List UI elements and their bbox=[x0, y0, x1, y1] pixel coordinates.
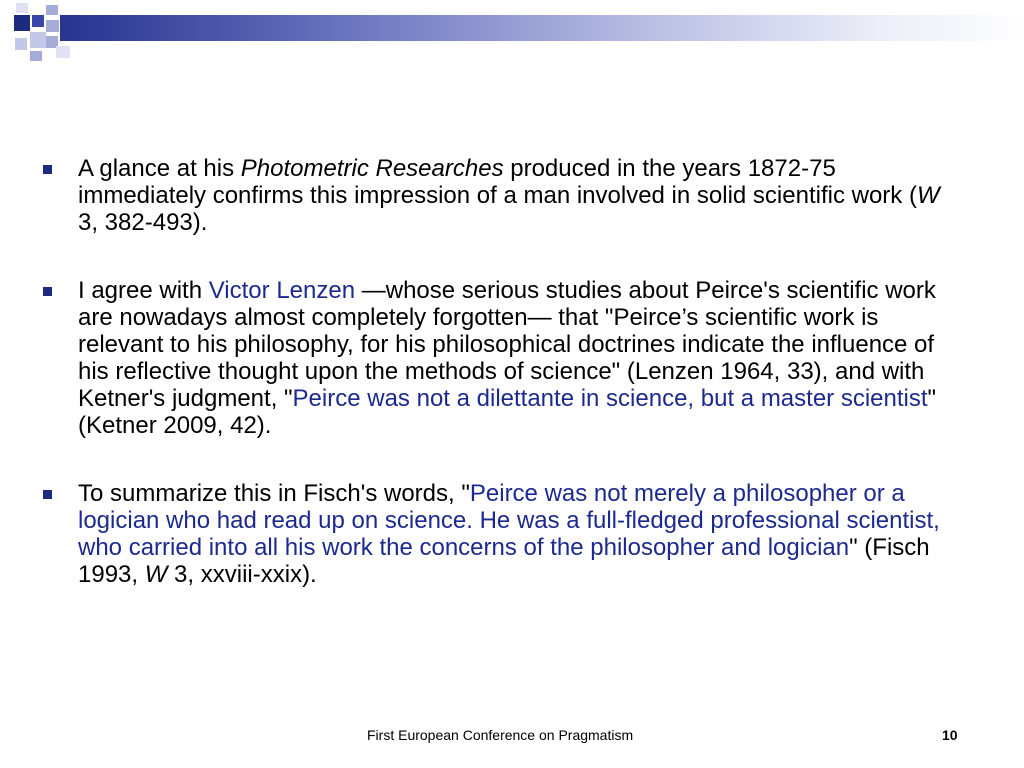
square-bullet-icon bbox=[43, 287, 52, 296]
slide-footer bbox=[0, 727, 1024, 747]
bullet-item-2 bbox=[40, 277, 940, 439]
page-number: 10 bbox=[942, 727, 958, 743]
bullet-text: I agree with Victor Lenzen —whose serious studies about Peirce's scientific work are nowadays almost completely forgotten— that "Peirce’s scientific work is relevant to his philosophy, for his philosophical doctrines indicate the influence of his reflective thought upon the methods of science" (Lenzen 1964, 33), and with Ketner's judgment, "Peirce was not a dilettante in science, but a master scientist" (Ketner 2009, 42). bbox=[78, 277, 937, 439]
ketner-quote: Peirce was not a dilettante in science, but a master scientist bbox=[292, 385, 928, 412]
square-bullet-icon bbox=[43, 490, 52, 499]
header-gradient-bar bbox=[60, 15, 1024, 41]
decor-square bbox=[56, 46, 70, 58]
decor-square bbox=[32, 15, 44, 27]
lenzen-link[interactable]: Victor Lenzen bbox=[208, 277, 356, 304]
decor-square bbox=[15, 38, 27, 50]
bullet-item-1 bbox=[40, 155, 940, 236]
fisch-quote: Peirce was not merely a philosopher or a logician who had read up on science. He was a full-fledged professional scientist, who carried into all his work the concerns of the philosopher and logician bbox=[78, 480, 940, 561]
bullet-text: A glance at his Photometric Researches produced in the years 1872-75 immediately confirms this impression of a man involved in solid scientific work (W 3, 382-493). bbox=[78, 155, 940, 236]
book-title: Photometric Researches bbox=[240, 155, 504, 182]
decor-square bbox=[30, 32, 46, 48]
bullet-item-3 bbox=[40, 480, 940, 588]
decor-square bbox=[46, 20, 59, 32]
square-bullet-icon bbox=[43, 165, 52, 174]
decor-square bbox=[46, 5, 58, 15]
decor-square bbox=[16, 3, 28, 13]
decor-square bbox=[14, 15, 30, 31]
slide-body bbox=[40, 155, 940, 629]
writings-abbrev: W bbox=[916, 182, 940, 209]
bullet-text: To summarize this in Fisch's words, "Peirce was not merely a philosopher or a logician who had read up on science. He was a full-fledged professional scientist, who carried into all his work the concerns of the philosopher and logician" (Fisch 1993, W 3, xxviii-xxix). bbox=[78, 480, 940, 588]
footer-title: First European Conference on Pragmatism bbox=[367, 727, 634, 743]
decor-square bbox=[30, 51, 42, 61]
writings-abbrev: W bbox=[144, 561, 168, 588]
